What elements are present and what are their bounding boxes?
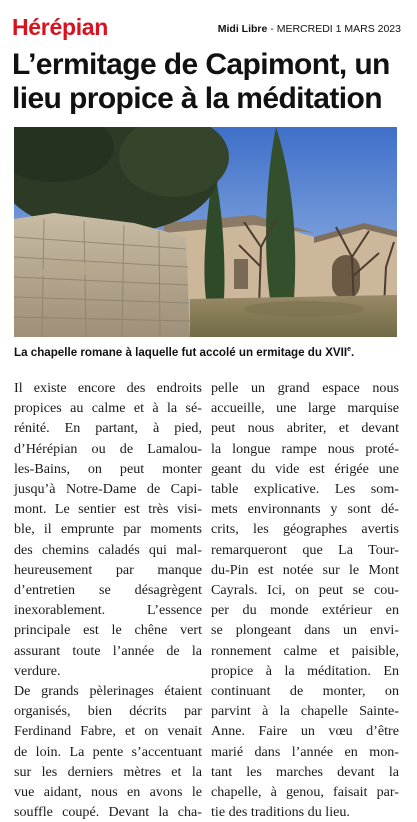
section-town-name: Hérépian [12,14,109,40]
text-line: du-Pin est notée sur le Mont [211,561,399,578]
text-line: crits, les géographes avertis [211,521,399,538]
caption-end: . [351,346,355,359]
text-line: de loin. La pente s’accentuant [14,743,202,760]
text-line: De grands pèlerinages étaient [14,683,202,700]
text-line: se plongeant dans un envi- [211,622,399,639]
text-line: accueille, une large marquise [211,400,399,417]
text-line: sur les derniers mètres et la [14,763,202,780]
text-line: mont. Le sentier est très visi- [14,501,202,518]
text-line: tie des traditions du lieu. [211,804,350,821]
article-column-left [14,378,202,822]
text-line: tant les marches devant la [211,763,399,780]
text-line: la longue rampe nous proté- [211,440,399,457]
text-line: continuant de monter, on [211,683,399,700]
text-line: remarqueront que La Tour- [211,541,399,558]
text-line: Ferdinand Fabre, et on venait [14,723,202,740]
caption-superscript: e [347,346,352,354]
text-line: mets environnants y sont dé- [211,501,399,518]
chapel-photo-illustration [14,127,397,337]
text-line: propice à la méditation. En [211,662,399,679]
newspaper-name: Midi Libre [217,23,268,35]
text-line: Cayrals. Ici, on peut se cou- [211,582,399,599]
text-line: chapelle, à genou, faisait par- [211,784,399,801]
text-line: peut nous abriter, et devant [211,420,399,437]
photo-caption [14,346,404,359]
text-line: rénité. En partant, à pied, [14,420,202,437]
article-headline: L’ermitage de Capimont, un lieu propice à la méditation [12,48,390,115]
text-line: Anne. Faire un vœu d’être [211,723,399,740]
text-line: geant du vide est érigée une [211,460,399,477]
text-line: Il existe encore des endroits [14,380,202,396]
text-line: ronnement calme et paisible, [211,642,399,659]
text-line: des chemins caladés qui mal- [14,541,202,558]
text-line: organisés, bien décrits par [14,703,202,720]
text-line: principale est le chêne vert [14,622,202,639]
caption-text: La chapelle romane à laquelle fut accolé un ermitage du XVII [14,346,348,359]
text-line: d’Hérépian ou de Lamalou- [14,440,202,457]
text-line: assurant toute l’année de la [14,642,202,659]
page-header [12,14,407,42]
article-photo [14,127,397,337]
text-line: per du monde extérieur en [211,602,399,619]
publication-info: Midi Libre - MERCREDI 1 MARS 2023 [217,23,401,35]
text-line: inexorablement. L’essence [14,602,202,619]
text-line: jusqu’à Notre-Dame de Capi- [14,481,202,498]
text-line: parvint à la chapelle Sainte- [211,703,399,720]
text-line: propices au calme et à la sé- [14,400,202,417]
text-line: souffle coupé. Devant la cha- [14,804,202,821]
text-line: ble, il emprunte par moments [14,521,202,538]
text-line: marié dans l’année en mon- [211,743,399,760]
text-line: d’entretien se désagrègent [14,582,202,599]
article-column-right [211,378,399,822]
text-line: vue aidant, nous en avons le [14,784,202,801]
text-line: pelle un grand espace nous [211,380,399,396]
text-line: heureusement par manque [14,561,202,578]
text-line: verdure. [14,662,61,679]
text-line: table explicative. Les som- [211,481,399,498]
text-line: les-Bains, on peut monter [14,460,202,477]
publication-date: MERCREDI 1 MARS 2023 [276,23,401,35]
